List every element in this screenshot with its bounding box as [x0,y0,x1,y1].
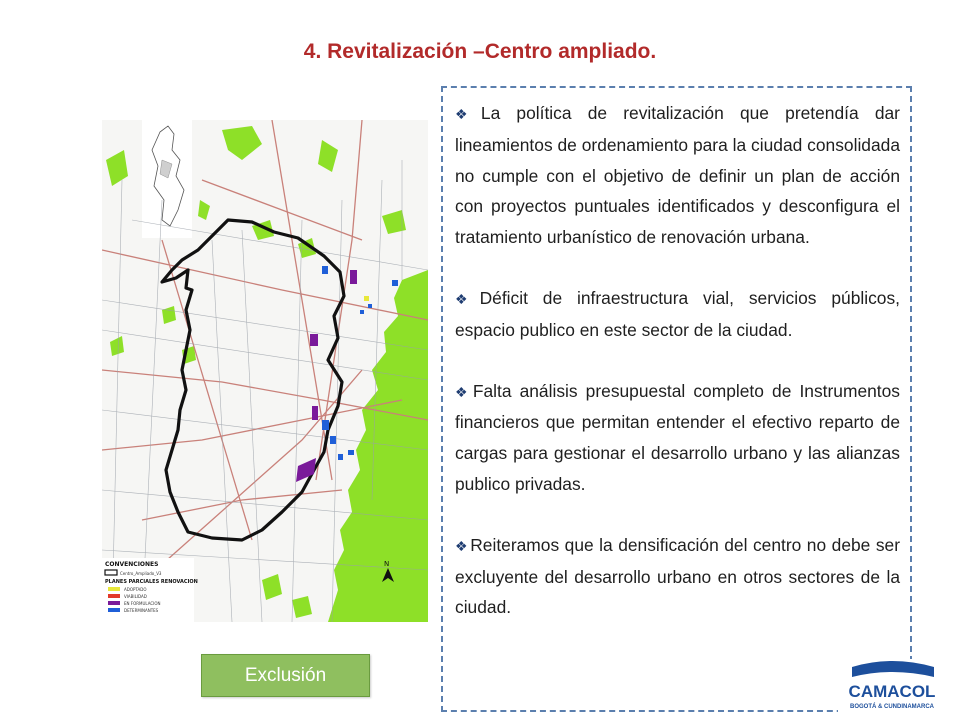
paragraph [455,283,900,346]
camacol-logo [838,657,946,717]
legend-item-label: VIABILIDAD [124,594,147,599]
diamond-bullet-icon: ❖ [455,106,479,122]
svg-text:BOGOTÁ & CUNDINAMARCA: BOGOTÁ & CUNDINAMARCA [850,704,934,710]
paragraph-text: La política de revitalización que pretendía dar lineamientos de ordenamiento para la ciudad consolidada no cumple con el objetivo de definir un plan de acción con proyectos puntuales identificados y desconfigura el tratamiento urbanístico de renovación urbana. [455,103,900,248]
legend-boundary-label: Centro_Ampliado_V3 [120,571,162,576]
text-panel [441,86,912,712]
legend-item-label: EN FORMULACION [124,601,161,606]
legend-item-label: DETERMINANTES [124,608,159,613]
svg-text:CAMACOL: CAMACOL [848,682,936,701]
city-map [102,120,428,622]
legend-title: CONVENCIONES [105,561,159,568]
paragraph [455,98,900,253]
inset-map [142,120,192,238]
legend-group-label: PLANES PARCIALES RENOVACION [105,579,198,585]
svg-text:N: N [384,560,390,568]
legend-item-label: ADOPTADO [124,587,147,592]
paragraph-text: Déficit de infraestructura vial, servicios públicos, espacio publico en este sector de la ciudad. [455,287,900,340]
exclusion-button[interactable]: Exclusión [201,654,370,697]
diamond-bullet-icon: ❖ [455,290,478,307]
paragraph-text: Reiteramos que la densificación del centro no debe ser excluyente del desarrollo urbano en otros sectores de la ciudad. [455,534,900,618]
paragraph [455,530,900,623]
slide-title: 4. Revitalización –Centro ampliado. [303,40,657,63]
paragraph-text: Falta análisis presupuestal completo de Instrumentos financieros que permitan entender el efectivo reparto de cargas para gestionar el desarrollo urbano y las alianzas publico privadas. [455,380,900,494]
paragraph [455,376,900,500]
diamond-bullet-icon: ❖ [455,383,471,400]
diamond-bullet-icon: ❖ [455,537,469,554]
map-legend [102,558,198,622]
